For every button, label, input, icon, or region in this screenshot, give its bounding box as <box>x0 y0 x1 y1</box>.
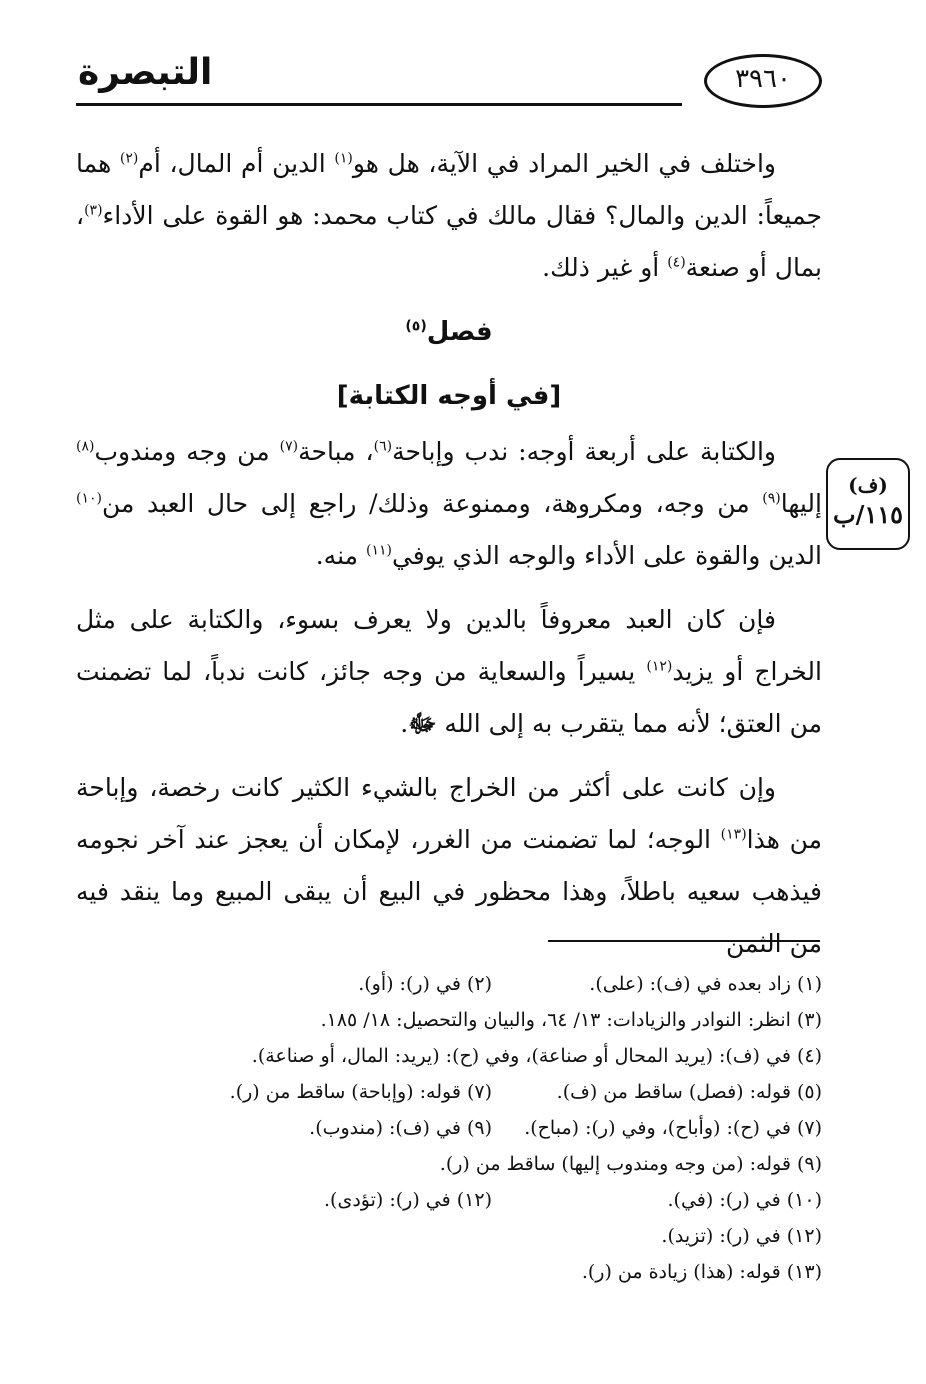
section-title-text: فصل <box>426 317 493 347</box>
text: الدين أم المال، أم <box>138 149 335 178</box>
text: يسيراً والسعاية من وجه جائز، كانت ندباً، لما تضمنت من العتق؛ لأنه مما يتقرب به إلى الله <box>76 657 822 738</box>
footnote-row <box>76 966 822 1002</box>
text: من وجه ومندوب <box>94 437 280 466</box>
text: الدين والقوة على الأداء والوجه الذي يوفي <box>391 541 822 570</box>
footnote-ref: (٤) <box>667 254 686 271</box>
footnote-ref: (٣) <box>84 202 103 219</box>
footnote: (١٢) في (ر): (تؤدى). <box>324 1189 492 1211</box>
footnote-ref: (٦) <box>373 438 393 455</box>
text: واختلف في الخير المراد في الآية، هل هو <box>352 149 776 178</box>
footnote: (١) زاد بعده في (ف): (على). <box>589 973 822 995</box>
paragraph-3 <box>76 594 822 750</box>
footnote-ref: (١) <box>334 150 353 167</box>
text: والكتابة على أربعة أوجه: ندب وإباحة <box>392 437 776 466</box>
footnote: (٧) في (ح): (وأباح)، وفي (ر): (مباح). <box>524 1117 822 1139</box>
text: منه. <box>315 541 366 570</box>
footnote: (٧) قوله: (وإباحة) ساقط من (ر). <box>229 1081 492 1103</box>
footnote-row <box>76 1182 822 1218</box>
footnote-ref: (١٣) <box>720 826 747 843</box>
page-number-badge: ٣٩٦٠ <box>704 54 822 108</box>
text: هما جميعاً: الدين والمال؟ فقال مالك في كتاب محمد: هو القوة على الأداء <box>76 149 822 230</box>
footnote-ref: (٥) <box>405 318 427 335</box>
manuscript-siglum: (ف) <box>848 473 888 497</box>
paragraph-4 <box>76 762 822 970</box>
footnote: (٩) قوله: (من وجه ومندوب إليها) ساقط من (ر). <box>439 1153 822 1175</box>
footnote-separator <box>548 940 820 942</box>
footnote: (١٠) في (ر): (في). <box>667 1189 822 1211</box>
footnote: (٩) في (ف): (مندوب). <box>309 1117 492 1139</box>
text: ، مباحة <box>298 437 374 466</box>
footnote: (٤) في (ف): (يريد المحال أو صناعة)، وفي (ح): (يريد: المال، أو صناعة). <box>251 1045 822 1067</box>
section-subtitle: [في أوجه الكتابة] <box>336 381 562 411</box>
folio-number: ١١٥/ب <box>832 500 904 529</box>
footnote-ref: (١١) <box>365 542 392 559</box>
manuscript-folio-marker <box>826 458 910 550</box>
section-title <box>76 306 822 358</box>
text: من وجه، ومكروهة، وممنوعة وذلك/ راجع إلى حال العبد من <box>101 489 763 518</box>
footnote: (٣) انظر: النوادر والزيادات: ١٣/ ٦٤، والبيان والتحصيل: ١٨/ ١٨٥. <box>320 1009 822 1031</box>
text: ، بمال أو صنعة <box>76 201 822 282</box>
paragraph-1 <box>76 138 822 294</box>
footnote-ref: (٨) <box>76 438 95 455</box>
footnote: (٢) في (ر): (أو). <box>358 973 492 995</box>
text: فإن كان العبد معروفاً بالدين ولا يعرف بسوء، والكتابة على مثل الخراج أو يزيد <box>76 605 822 686</box>
footnote-ref: (١٢) <box>646 658 673 675</box>
text: إليها <box>780 489 822 518</box>
footnote-row <box>76 1074 822 1110</box>
text: . <box>400 709 409 738</box>
footnote-ref: (٩) <box>762 490 781 507</box>
footnote-ref: (٧) <box>279 438 299 455</box>
page-header <box>76 50 822 112</box>
header-rule <box>76 103 682 106</box>
paragraph-2 <box>76 426 822 582</box>
footnote: (١٢) في (ر): (تزيد). <box>661 1225 822 1247</box>
footnote: (١٣) قوله: (هذا) زيادة من (ر). <box>581 1261 822 1283</box>
book-title: التبصرة <box>78 52 213 93</box>
text: أو غير ذلك. <box>542 253 668 282</box>
text: وإن كانت على أكثر من الخراج بالشيء الكثير كانت رخصة، وإباحة من هذا <box>76 773 822 854</box>
main-text <box>76 138 822 982</box>
footnote-ref: (٢) <box>119 150 139 167</box>
divine-ligature: ﷻ <box>408 709 437 738</box>
footnote-ref: (١٠) <box>76 490 102 507</box>
footnote-row <box>76 1110 822 1146</box>
text: الوجه؛ لما تضمنت من الغرر، لإمكان أن يعجز عند آخر نجومه فيذهب سعيه باطلاً، وهذا محظور في البيع أن يبقى المبيع وما ينقد فيه من الثمن <box>76 825 822 958</box>
footnote: (٥) قوله: (فصل) ساقط من (ف). <box>556 1081 822 1103</box>
footnotes <box>76 966 822 1290</box>
